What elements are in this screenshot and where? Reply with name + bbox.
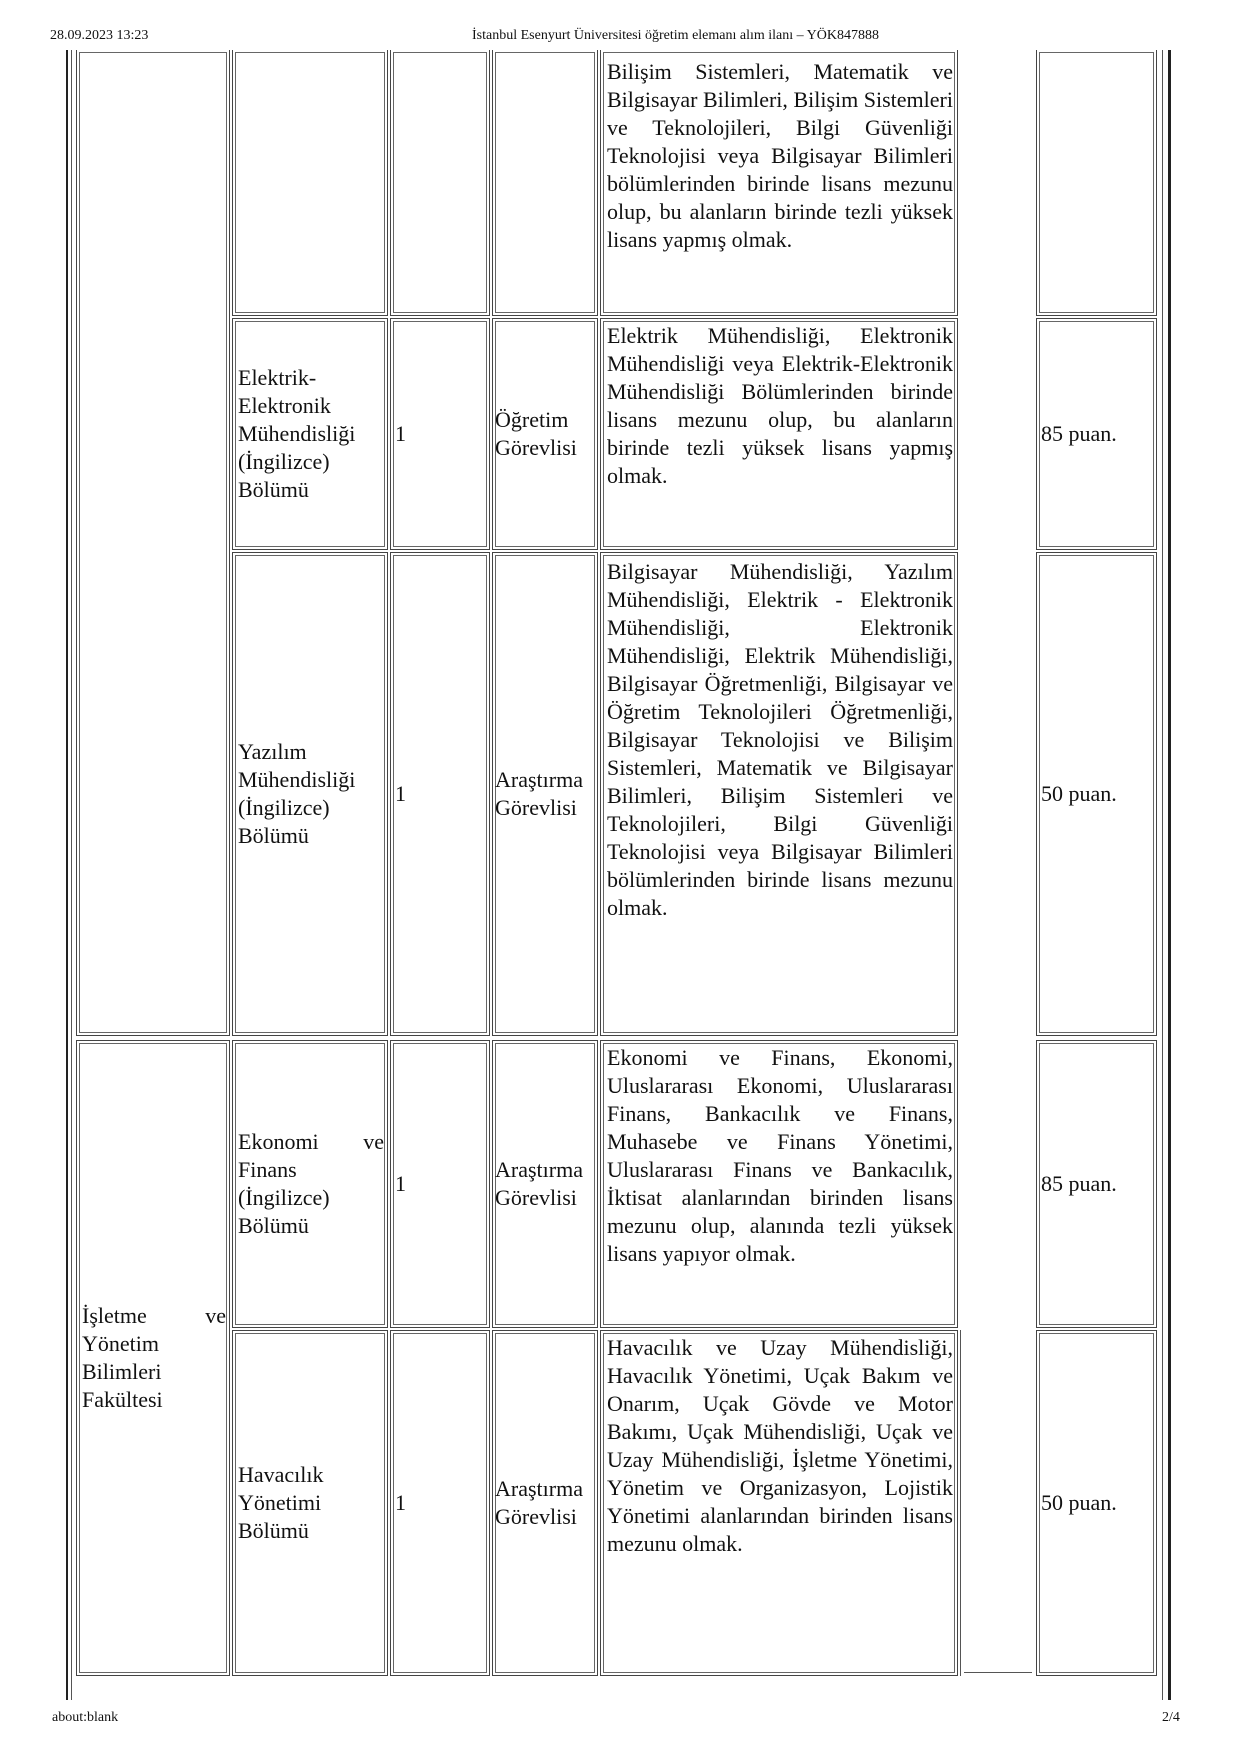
title-cell-content xyxy=(495,318,597,550)
count-cell-content xyxy=(395,552,485,1036)
department-cell-content xyxy=(238,1330,384,1676)
count-text: 1 xyxy=(395,1171,406,1196)
score-cell-content xyxy=(1041,552,1153,1036)
page-header-title: İstanbul Esenyurt Üniversitesi öğretim elemanı alım ilanı – YÖK847888 xyxy=(472,28,879,43)
print-datetime: 28.09.2023 13:23 xyxy=(50,28,149,43)
table-border-right-outer xyxy=(1168,50,1171,1700)
title-text: Öğretim Görevlisi xyxy=(495,407,577,460)
table-divider-stub xyxy=(960,1330,961,1676)
criteria-text: Bilgisayar Mühendisliği, Yazılım Mühendisliği, Elektrik - Elektronik Mühendisliği, Elektronik Mühendisliği, Elektrik Mühendisliği, Bilgisayar Öğretmenliği, Bilgisayar ve Öğretim Teknolojileri Öğretmenliği, Bilgisayar Teknolojisi ve Bilişim Sistemleri, Matematik ve Bilgisayar Bilimleri, Bilişim Sistemleri ve Teknolojileri, Bilgi Güvenliği Teknolojisi veya Bilgisayar Bilimleri bölümlerinden birinde lisans mezunu olmak. xyxy=(607,559,953,920)
title-text: Araştırma Görevlisi xyxy=(495,1157,583,1210)
score-text: 50 puan. xyxy=(1041,1490,1117,1515)
criteria-text: Elektrik Mühendisliği, Elektronik Mühendisliği veya Elektrik-Elektronik Mühendisliği Bölümlerinden birinde lisans mezunu olup, bu alanların birinde tezli yüksek lisans yapmış olmak. xyxy=(607,323,953,488)
count-cell-content xyxy=(395,1330,485,1676)
score-cell-content xyxy=(1041,1040,1153,1328)
department-text: Havacılık Yönetimi Bölümü xyxy=(238,1462,324,1543)
count-cell-content xyxy=(395,318,485,550)
table-border-left-inner xyxy=(71,50,72,1700)
department-cell-content xyxy=(238,552,384,1036)
table-border-right-inner xyxy=(1162,50,1163,1700)
faculty-cell-continued xyxy=(76,50,230,1036)
score-cell xyxy=(1036,50,1157,316)
department-cell-content xyxy=(238,1040,384,1328)
department-cell xyxy=(232,50,388,316)
department-text: Ekonomi ve Finans (İngilizce) Bölümü xyxy=(238,1129,384,1238)
title-cell xyxy=(492,50,598,316)
score-cell-content xyxy=(1041,318,1153,550)
department-text: Elektrik-Elektronik Mühendisliği (İngilizce) Bölümü xyxy=(238,365,356,502)
criteria-text: Ekonomi ve Finans, Ekonomi, Uluslararası Ekonomi, Uluslararası Finans, Bankacılık ve Finans, Muhasebe ve Finans Yönetimi, Uluslararası Finans ve Bankacılık, İktisat alanlarından birinden lisans mezunu olup, alanında tezli yüksek lisans yapıyor olmak. xyxy=(607,1045,953,1266)
title-cell-content xyxy=(495,1040,597,1328)
count-cell-content xyxy=(395,1040,485,1328)
department-cell-content xyxy=(238,318,384,550)
footer-url: about:blank xyxy=(52,1710,119,1725)
count-cell xyxy=(390,50,490,316)
criteria-text: Havacılık ve Uzay Mühendisliği, Havacılık Yönetimi, Uçak Bakım ve Onarım, Uçak Gövde ve Motor Bakımı, Uçak Mühendisliği, Uçak ve Uzay Mühendisliği, İşletme Yönetimi, Yönetim ve Organizasyon, Lojistik Yönetimi alanlarından birinden lisans mezunu olmak. xyxy=(607,1335,953,1556)
table-divider-stub xyxy=(964,1672,1032,1673)
table-border-left-outer xyxy=(66,50,68,1700)
title-cell-content xyxy=(495,552,597,1036)
score-text: 50 puan. xyxy=(1041,781,1117,806)
score-text: 85 puan. xyxy=(1041,1171,1117,1196)
criteria-text: Bilişim Sistemleri, Matematik ve Bilgisayar Bilimleri, Bilişim Sistemleri ve Teknolojileri, Bilgi Güvenliği Teknolojisi veya Bilgisayar Bilimleri bölümlerinden birinde lisans mezunu olup, bu alanların birinde tezli yüksek lisans yapmış olmak. xyxy=(607,59,953,252)
count-text: 1 xyxy=(395,1490,406,1515)
count-text: 1 xyxy=(395,421,406,446)
title-cell-content xyxy=(495,1330,597,1676)
page-number: 2/4 xyxy=(1162,1710,1180,1725)
title-text: Araştırma Görevlisi xyxy=(495,1476,583,1529)
score-text: 85 puan. xyxy=(1041,421,1117,446)
faculty-text: İşletme ve Yönetim Bilimleri Fakültesi xyxy=(82,1303,226,1412)
score-cell-content xyxy=(1041,1330,1153,1676)
count-text: 1 xyxy=(395,781,406,806)
department-text: Yazılım Mühendisliği (İngilizce) Bölümü xyxy=(238,739,356,848)
faculty-cell-content xyxy=(82,1040,226,1676)
title-text: Araştırma Görevlisi xyxy=(495,767,583,820)
